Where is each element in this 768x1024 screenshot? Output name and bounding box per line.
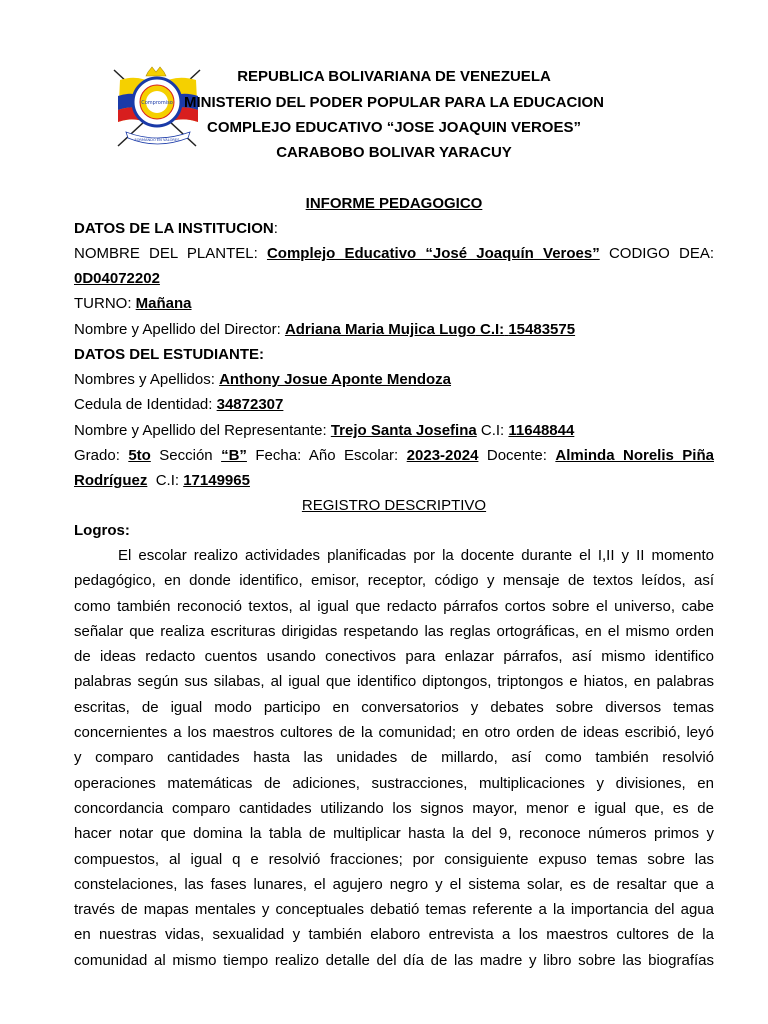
- achievements-paragraph: [74, 543, 714, 973]
- paragraph-line: operaciones matemáticas de adiciones, sustracciones, multiplicaciones y divisiones, en: [74, 774, 714, 792]
- plantel-value: Complejo Educativo “José Joaquín Veroes”: [266, 245, 600, 262]
- report-title: INFORME PEDAGOGICO: [305, 195, 483, 212]
- student-id-value: 34872307: [216, 396, 284, 413]
- director-value-group: [285, 321, 575, 338]
- paragraph-line: constelaciones, las fases lunares, el agujero negro y el sistema solar, es de resaltar que a: [74, 875, 714, 893]
- paragraph-line: como también reconoció textos, al igual que redacto párrafos cortos sobre el universo, cabe: [74, 597, 714, 615]
- teacher-label: Docente:: [486, 447, 547, 464]
- header-line-3: COMPLEJO EDUCATIVO “JOSE JOAQUIN VEROES”: [207, 119, 581, 136]
- turno-value: Mañana: [135, 295, 192, 312]
- representative-row: [74, 422, 714, 439]
- student-id-row: [74, 396, 714, 413]
- student-id-label: Cedula de Identidad:: [74, 396, 213, 413]
- grade-label: Grado:: [74, 447, 120, 464]
- paragraph-line: concernientes a los maestros cultores de la comunidad; en otro orden de ideas escribió, leyó: [74, 724, 714, 742]
- dea-value: 0D04072202: [74, 270, 160, 287]
- paragraph-line: en nuestras vidas, sexualidad y también elaboro entrevista a los maestros cultores de la: [74, 926, 714, 944]
- paragraph-line: través de mapas mentales y conceptuales debatió temas referente a la importancia del agua: [74, 901, 714, 919]
- section-label: Sección: [159, 447, 213, 464]
- school-year-value: 2023-2024: [406, 447, 479, 464]
- paragraph-line: concordancia comparo cantidades utilizando los signos mayor, menor e igual que, es de: [74, 799, 714, 817]
- date-label: Fecha:: [255, 447, 302, 464]
- grade-value: 5to: [128, 447, 151, 464]
- student-name-value: Anthony Josue Aponte Mendoza: [219, 371, 452, 388]
- representative-value: Trejo Santa Josefina: [330, 422, 477, 439]
- director-ci-value: 15483575: [508, 321, 576, 338]
- paragraph-line: y comparo cantidades hasta las unidades de millardo, así como también resolvió: [74, 749, 714, 767]
- header-line-2: MINISTERIO DEL PODER POPULAR PARA LA EDUCACION: [183, 94, 605, 111]
- logo-ribbon-text: FORMANDO EN VALORES: [134, 138, 180, 142]
- teacher-row-2: [74, 472, 714, 489]
- representative-label: Nombre y Apellido del Representante:: [74, 422, 327, 439]
- teacher-value-continued: Rodríguez: [74, 472, 148, 489]
- seal-center-text: Compromiso: [141, 100, 173, 106]
- director-row: [74, 321, 714, 338]
- dea-label: CODIGO DEA:: [608, 245, 714, 262]
- plantel-label: NOMBRE DEL PLANTEL:: [74, 245, 258, 262]
- paragraph-line: El escolar realizo actividades planificadas por la docente durante el I,II y II momento: [118, 547, 714, 564]
- director-label: Nombre y Apellido del Director:: [74, 321, 281, 338]
- paragraph-line: señalar que realiza escrituras dirigidas respetando las reglas ortográficas, en el mismo orden: [74, 622, 714, 640]
- turno-row: [74, 295, 714, 312]
- teacher-ci-label: C.I:: [155, 472, 180, 489]
- student-name-row: [74, 371, 714, 388]
- student-name-label: Nombres y Apellidos:: [74, 371, 215, 388]
- teacher-value: Alminda Norelis Piña: [555, 447, 714, 464]
- header-line-4: CARABOBO BOLIVAR YARACUY: [276, 144, 512, 161]
- turno-label: TURNO:: [74, 295, 132, 312]
- paragraph-line: comunidad al mismo tiempo realizo detalle del día de las madre y libro sobre las biografías: [74, 951, 714, 969]
- plantel-row: [74, 245, 714, 262]
- achievements-label: Logros:: [74, 522, 130, 539]
- registry-title-text: REGISTRO DESCRIPTIVO: [301, 497, 487, 514]
- paragraph-line: escritas, de igual modo participo en conversatorios y debates sobre diversos temas: [74, 698, 714, 716]
- institution-heading-colon: :: [273, 220, 278, 237]
- section-value: “B”: [221, 447, 247, 464]
- paragraph-line: pedagógico, en donde identifico, emisor, receptor, código y mensaje de textos leídos, así: [74, 572, 714, 590]
- institution-heading: [74, 220, 714, 237]
- paragraph-line: palabras según sus silabas, al igual que identifico diptongos, triptongos e hiatos, en palabras: [74, 673, 714, 691]
- header-line-1: REPUBLICA BOLIVARIANA DE VENEZUELA: [237, 68, 551, 85]
- school-year-label: Año Escolar:: [308, 447, 399, 464]
- dea-row: [74, 270, 714, 287]
- representative-ci-value: 11648844: [508, 422, 575, 439]
- teacher-ci-value: 17149965: [183, 472, 250, 489]
- paragraph-line: de ideas redacto cuentos usando conectivos para enlazar párrafos, así mismo identifico: [74, 648, 714, 666]
- student-heading: DATOS DEL ESTUDIANTE:: [74, 346, 265, 363]
- paragraph-line: hacer notar que domina la tabla de multiplicar hasta la del 9, reconoce números primos y: [74, 825, 714, 843]
- director-value: Adriana Maria Mujica Lugo: [284, 321, 476, 338]
- representative-ci-label: C.I:: [480, 422, 505, 439]
- director-ci-label: C.I:: [479, 321, 505, 338]
- institution-heading-text: DATOS DE LA INSTITUCION: [74, 220, 274, 237]
- paragraph-line: compuestos, al igual q e resolvió fracciones; por consiguiente expuso temas sobre las: [74, 850, 714, 868]
- grade-row: [74, 447, 714, 464]
- registry-title: [74, 497, 714, 514]
